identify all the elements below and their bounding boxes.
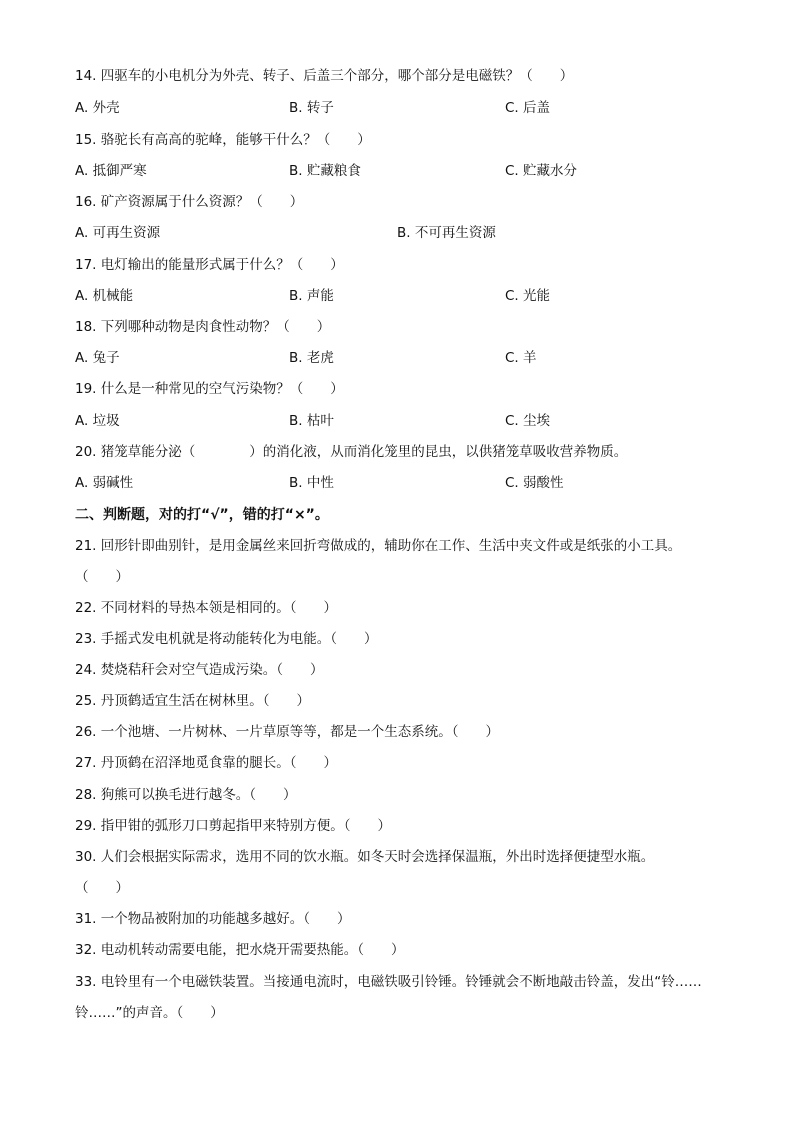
option-c: C. 弱酸性 (505, 475, 564, 491)
question-26: 26. 一个池塘、一片树林、一片草原等等，都是一个生态系统。（ ） (75, 724, 500, 740)
option-a: A. 抵御严寒 (75, 163, 147, 179)
question-21: 21. 回形针即曲别针，是用金属丝来回折弯做成的，辅助你在工作、生活中夹文件或是纸张的小工具。 (75, 538, 682, 554)
option-a: A. 兔子 (75, 350, 120, 366)
question-19: 19. 什么是一种常见的空气污染物？（ ） (75, 381, 344, 397)
option-a: A. 垃圾 (75, 413, 120, 429)
option-b: B. 声能 (289, 288, 334, 304)
option-c: C. 光能 (505, 288, 551, 304)
question-33: 33. 电铃里有一个电磁铁装置。当接通电流时，电磁铁吸引铃锤。铃锤就会不断地敲击铃盖，发出“铃…… (75, 974, 702, 990)
option-a: A. 弱碱性 (75, 475, 134, 491)
question-23: 23. 手摇式发电机就是将动能转化为电能。（ ） (75, 631, 378, 647)
option-b: B. 转子 (289, 100, 334, 116)
question-18: 18. 下列哪种动物是肉食性动物？（ ） (75, 319, 331, 335)
answer-blank: （ ） (75, 880, 129, 896)
question-16: 16. 矿产资源属于什么资源？（ ） (75, 194, 304, 210)
option-a: A. 外壳 (75, 100, 120, 116)
question-17: 17. 电灯输出的能量形式属于什么？（ ） (75, 257, 344, 273)
option-a: A. 可再生资源 (75, 225, 161, 241)
option-b: B. 枯叶 (289, 413, 334, 429)
option-b: B. 中性 (289, 475, 334, 491)
option-b: B. 贮藏粮食 (289, 163, 361, 179)
option-b: B. 不可再生资源 (397, 225, 496, 241)
option-a: A. 机械能 (75, 288, 134, 304)
question-20: 20. 猪笼草能分泌（ ）的消化液，从而消化笼里的昆虫，以供猪笼草吸收营养物质。 (75, 444, 628, 460)
question-29: 29. 指甲钳的弧形刀口剪起指甲来特别方便。（ ） (75, 818, 392, 834)
section-heading: 二、判断题，对的打“√”，错的打“×”。 (75, 507, 329, 523)
option-c: C. 贮藏水分 (505, 163, 578, 179)
question-28: 28. 狗熊可以换毛进行越冬。（ ） (75, 787, 297, 803)
question-30: 30. 人们会根据实际需求，选用不同的饮水瓶。如冬天时会选择保温瓶，外出时选择便捷型水瓶。 (75, 849, 655, 865)
question-27: 27. 丹顶鹤在沼泽地觅食靠的腿长。（ ） (75, 755, 338, 771)
question-32: 32. 电动机转动需要电能，把水烧开需要热能。（ ） (75, 942, 405, 958)
question-24: 24. 焚烧秸秆会对空气造成污染。（ ） (75, 662, 324, 678)
question-15: 15. 骆驼长有高高的驼峰，能够干什么？（ ） (75, 132, 371, 148)
question-33-continued: 铃……”的声音。（ ） (75, 1005, 224, 1021)
question-31: 31. 一个物品被附加的功能越多越好。（ ） (75, 911, 351, 927)
option-c: C. 尘埃 (505, 413, 551, 429)
option-c: C. 羊 (505, 350, 537, 366)
option-c: C. 后盖 (505, 100, 551, 116)
question-25: 25. 丹顶鹤适宜生活在树林里。（ ） (75, 693, 311, 709)
question-14: 14. 四驱车的小电机分为外壳、转子、后盖三个部分，哪个部分是电磁铁？（ ） (75, 68, 574, 84)
question-22: 22. 不同材料的导热本领是相同的。（ ） (75, 600, 338, 616)
answer-blank: （ ） (75, 569, 129, 585)
option-b: B. 老虎 (289, 350, 334, 366)
